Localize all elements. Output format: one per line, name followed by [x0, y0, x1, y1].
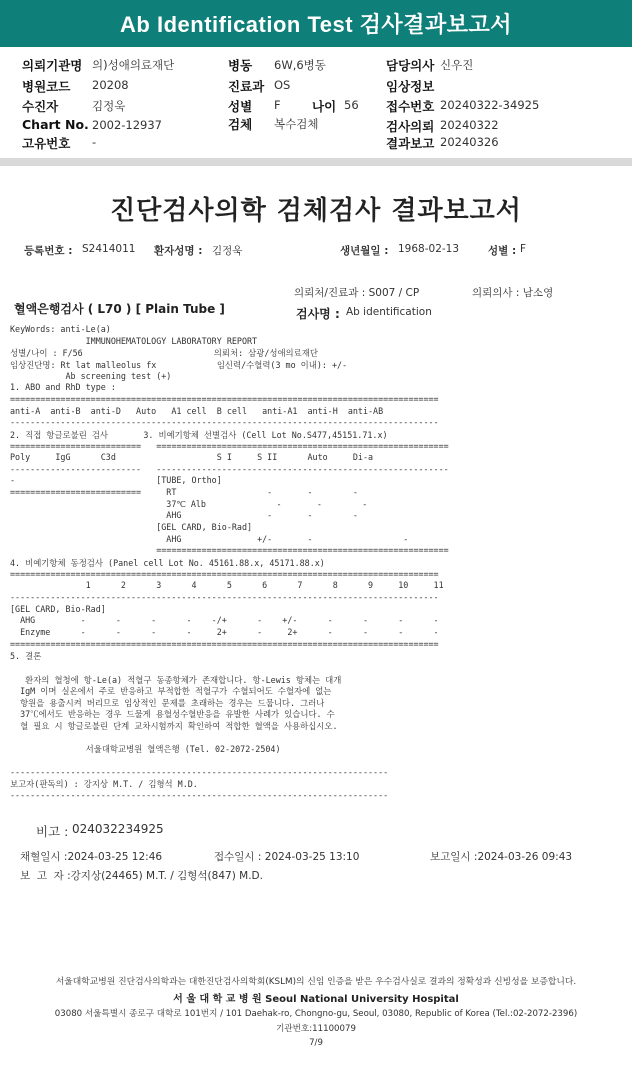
report-line: ==========================================================: [10, 545, 449, 556]
label-age: 나이: [312, 99, 337, 114]
label-institution: 의뢰기관명: [22, 58, 83, 73]
report-line: 37℃ Alb - - -: [10, 498, 368, 509]
report-line: -------------------------------------------------------------------------------------: [10, 417, 439, 428]
dob-value: 1968-02-13: [398, 243, 460, 255]
label-clinical-info: 임상정보: [386, 79, 435, 94]
report-line: Ab screening test (+): [10, 370, 172, 381]
report-line: [GEL CARD, Bio-Rad]: [10, 522, 253, 533]
requesting-doctor: 의뢰의사 : 남소영: [472, 287, 554, 299]
value-sex: F: [274, 98, 281, 112]
value-chart-no: 2002-12937: [92, 118, 162, 132]
patient-value: 김정욱: [212, 245, 243, 257]
report-line: =====================================================================================: [10, 568, 439, 579]
report-line: Poly IgG C3d S I S II Auto Di-a: [10, 452, 374, 463]
report-datetime: 보고일시 :2024-03-26 09:43: [430, 851, 573, 863]
exam-value: Ab identification: [346, 306, 432, 318]
label-request-date: 검사의뢰: [386, 119, 435, 134]
value-patient: 김정욱: [92, 99, 126, 113]
reg-label: 등록번호 :: [24, 245, 73, 257]
report-line: ========================== RT - - -: [10, 487, 358, 498]
report-title: 진단검사의학 검체검사 결과보고서: [110, 196, 522, 226]
dob-label: 생년월일 :: [340, 245, 389, 257]
report-line: [GEL CARD, Bio-Rad]: [10, 603, 106, 614]
label-unique-no: 고유번호: [22, 136, 71, 151]
report-line: IMMUNOHEMATOLOGY LABORATORY REPORT: [10, 335, 258, 346]
label-doctor: 담당의사: [386, 58, 435, 73]
report-line: 보고자(판독의) : 강지상 M.T. / 김형석 M.D.: [10, 779, 198, 790]
value-request-date: 20240322: [440, 118, 499, 132]
value-unique-no: -: [92, 135, 97, 149]
report-line: 임상진단명: Rt lat malleolus fx 임신력/수혈력(3 mo 이내): +/-: [10, 359, 348, 370]
label-report-date: 결과보고: [386, 136, 435, 151]
dept-info: 의뢰처/진료과 : S007 / CP: [294, 287, 420, 299]
value-doctor: 신우진: [440, 58, 474, 72]
exam-label: 검사명 :: [296, 307, 340, 321]
footer-hospital-name: 서 울 대 학 교 병 원 Seoul National University Hospital: [173, 994, 459, 1005]
report-line: =====================================================================================: [10, 393, 439, 404]
report-line: 환자의 혈청에 항-Le(a) 적혈구 동종항체가 존재합니다. 항-Lewis 항체는 대개: [10, 674, 342, 685]
report-line: 37℃에서도 반응하는 경우 드물게 용혈성수혈반응을 유발한 사례가 있습니다. 수: [10, 709, 335, 720]
order-info-panel: [0, 47, 632, 157]
report-line: 1. ABO and RhD type :: [10, 382, 116, 393]
report-line: 5. 결론: [10, 651, 42, 662]
report-line: anti-A anti-B anti-D Auto A1 cell B cell anti-A1 anti-H anti-AB: [10, 405, 384, 416]
report-line: AHG +/- - -: [10, 533, 409, 544]
label-ward: 병동: [228, 58, 253, 73]
note-value: 024032234925: [72, 822, 164, 836]
value-age: 56: [344, 98, 359, 112]
report-line: - [TUBE, Ortho]: [10, 475, 222, 486]
report-line: AHG - - -: [10, 510, 358, 521]
label-chart-no: Chart No.: [22, 117, 89, 132]
label-sex: 성별: [228, 99, 253, 114]
value-ward: 6W,6병동: [274, 58, 326, 72]
note-label: 비고 :: [36, 824, 69, 839]
report-line: 성별/나이 : F/56 의뢰처: 삼광/성애의료재단: [10, 348, 318, 359]
label-accession-no: 접수번호: [386, 99, 435, 114]
sex-value: F: [520, 243, 527, 255]
page-number: 7/9: [309, 1038, 323, 1048]
label-hospital-code: 병원코드: [22, 79, 71, 94]
patient-label: 환자성명 :: [154, 245, 203, 257]
report-line: Enzyme - - - - 2+ - 2+ - - - -: [10, 626, 439, 637]
report-line: 4. 비예기항체 동정검사 (Panel cell Lot No. 45161.88.x, 45171.88.x): [10, 558, 325, 568]
report-line: ---------------------------------------------------------------------------: [10, 766, 389, 777]
value-accession-no: 20240322-34925: [440, 98, 540, 112]
value-hospital-code: 20208: [92, 78, 129, 92]
report-line: AHG - - - - -/+ - +/- - - - -: [10, 615, 439, 626]
banner-title: Ab Identification Test 검사결과보고서: [120, 12, 512, 37]
report-line: KeyWords: anti-Le(a): [10, 324, 111, 334]
report-line: -------------------------------------------------------------------------------------: [10, 591, 439, 602]
receipt-datetime: 접수일시 : 2024-03-25 13:10: [214, 851, 360, 863]
report-line: ========================== ==========================================================: [10, 440, 449, 451]
collection-datetime: 채혈일시 :2024-03-25 12:46: [20, 851, 163, 863]
report-line: ---------------------------------------------------------------------------: [10, 790, 389, 800]
footer-institution-no: 기관번호:11100079: [276, 1024, 356, 1034]
value-department: OS: [274, 78, 291, 92]
value-institution: 의)성애의료재단: [92, 58, 175, 72]
report-line: -------------------------- ----------------------------------------------------------: [10, 463, 449, 474]
footer-certification: 서울대학교병원 진단검사의학과는 대한진단검사의학회(KSLM)의 신임 인증을 받은 우수검사실로 결과의 정확성과 신빙성을 보증합니다.: [55, 977, 577, 987]
specimen-title: 혈액은행검사 ( L70 ) [ Plain Tube ]: [14, 302, 225, 316]
label-patient: 수진자: [22, 99, 59, 114]
section-divider: [0, 158, 632, 166]
label-specimen: 검체: [228, 117, 253, 132]
report-line: =====================================================================================: [10, 638, 439, 649]
value-specimen: 복수검체: [274, 117, 319, 131]
report-line: 서울대학교병원 혈액은행 (Tel. 02-2072-2504): [10, 744, 281, 755]
report-document: [0, 166, 632, 1069]
reg-value: S2414011: [82, 243, 136, 255]
report-banner: [0, 0, 632, 47]
report-line: 혈 필요 시 항글로불린 단계 교차시험까지 확인하여 적합한 혈액을 사용하십시오.: [10, 721, 338, 732]
footer-address: 03080 서울특별시 종로구 대학로 101번지 / 101 Daehak-ro, Chongno-gu, Seoul, 03080, Republic of Korea (Tel.:02-2072-2396): [54, 1009, 578, 1019]
reporter: 보 고 자 :강지상(24465) M.T. / 김형석(847) M.D.: [20, 870, 263, 882]
report-line: 1 2 3 4 5 6 7 8 9 10 11: [10, 580, 444, 591]
sex-label: 성별 :: [488, 245, 517, 257]
report-line: 2. 직접 항글로불린 검사 3. 비예기항체 선별검사 (Cell Lot No.S477,45151.71.x): [10, 429, 388, 440]
report-line: IgM 이며 실온에서 주로 반응하고 부적합한 적혈구가 수혈되어도 수혈자에 없는: [10, 686, 332, 697]
label-department: 진료과: [228, 79, 265, 94]
report-line: 항원을 용출시켜 버리므로 임상적인 문제를 초래하는 경우는 드뭅니다. 그러나: [10, 697, 325, 708]
value-report-date: 20240326: [440, 135, 499, 149]
